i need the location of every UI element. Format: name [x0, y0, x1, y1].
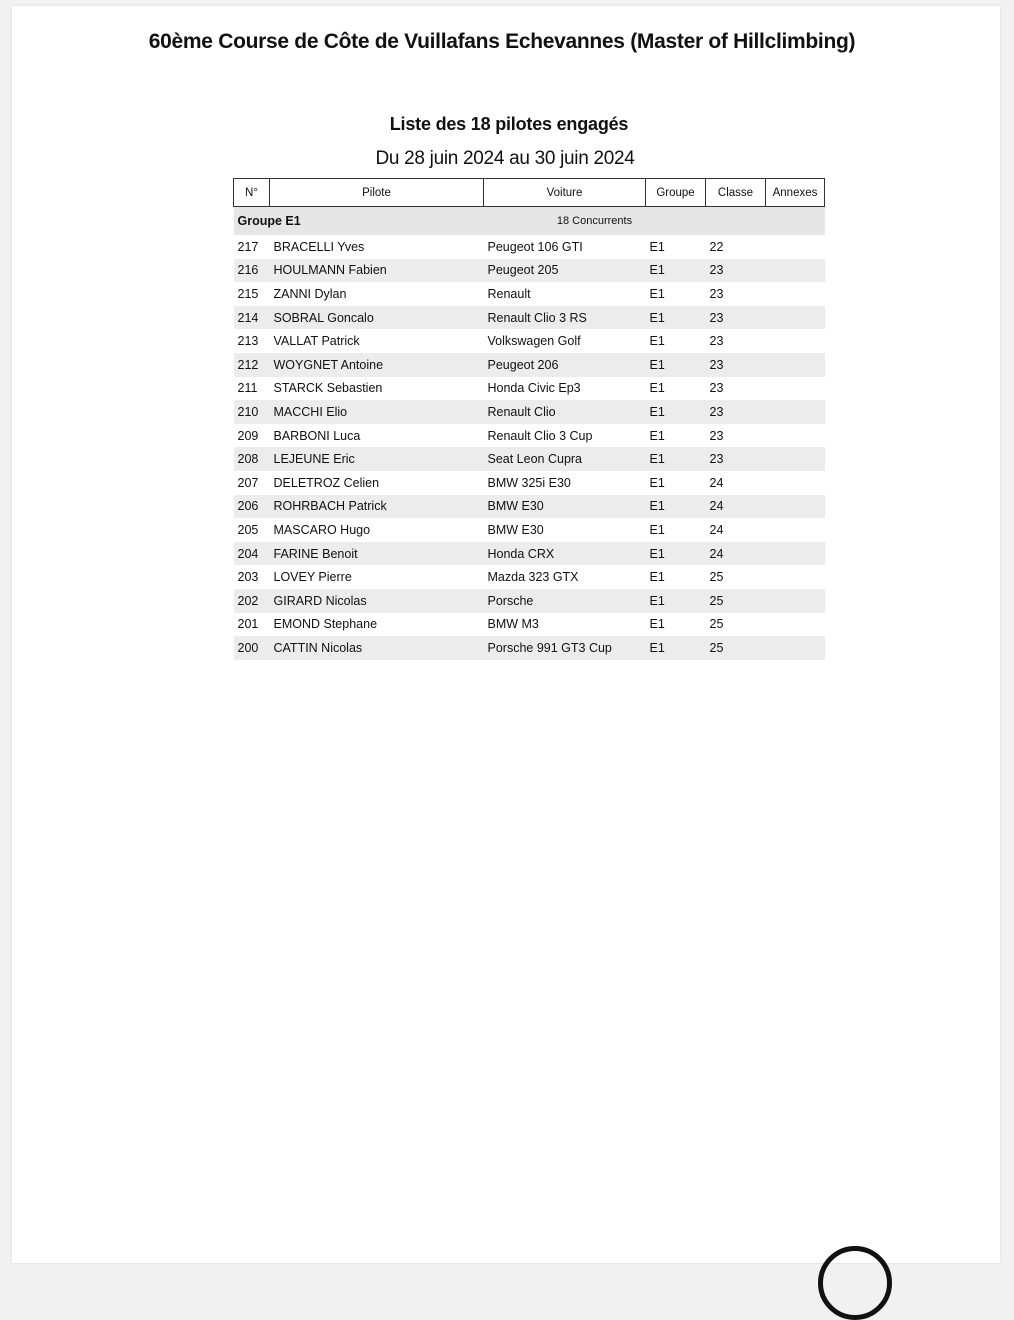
cell-annexes	[766, 377, 825, 401]
cell-annexes	[766, 589, 825, 613]
date-range: Du 28 juin 2024 au 30 juin 2024	[375, 148, 635, 169]
cell-voiture: Renault Clio	[484, 400, 646, 424]
cell-classe: 22	[709, 239, 724, 254]
cell-pilote: CATTIN Nicolas	[270, 636, 484, 660]
cell-pilote: GIRARD Nicolas	[270, 589, 484, 613]
cell-pilote: MACCHI Elio	[270, 400, 484, 424]
cell-pilote: STARCK Sebastien	[273, 381, 383, 396]
cell-num: 209	[237, 428, 259, 443]
cell-annexes	[766, 636, 825, 660]
column-header-groupe: Groupe	[646, 179, 706, 207]
cell-pilote: BRACELLI Yves	[273, 239, 365, 254]
cell-classe: 23	[706, 259, 766, 283]
cell-voiture: Renault	[487, 286, 531, 301]
table-row	[234, 306, 825, 330]
cell-groupe: E1	[649, 286, 665, 301]
cell-num: 217	[237, 239, 259, 254]
column-header-voiture: Voiture	[484, 179, 646, 207]
table-row	[234, 329, 825, 353]
column-header-pilote: Pilote	[270, 179, 484, 207]
cell-num: 212	[234, 353, 270, 377]
cell-num: 204	[234, 542, 270, 566]
column-header-annexes: Annexes	[766, 179, 825, 207]
cell-annexes	[766, 353, 825, 377]
cell-num: 206	[234, 495, 270, 519]
table-row	[234, 613, 825, 637]
cell-voiture: Honda Civic Ep3	[487, 381, 581, 396]
table-row	[234, 235, 825, 259]
cell-voiture: Volkswagen Golf	[487, 334, 581, 349]
cell-classe: 24	[706, 495, 766, 519]
group-header-row	[234, 207, 825, 236]
cell-num: 208	[234, 447, 270, 471]
cell-num: 210	[234, 400, 270, 424]
cell-voiture: Renault Clio 3 RS	[484, 306, 646, 330]
cell-num: 202	[234, 589, 270, 613]
column-header-classe: Classe	[706, 179, 766, 207]
cell-annexes	[766, 447, 825, 471]
column-header-num: N°	[234, 179, 270, 207]
cell-classe: 23	[709, 381, 724, 396]
entry-list-table-container	[233, 178, 824, 660]
table-row	[234, 424, 825, 448]
cell-classe: 25	[709, 570, 724, 585]
cell-num: 214	[234, 306, 270, 330]
cell-classe: 24	[709, 475, 724, 490]
group-row-spacer	[706, 207, 766, 236]
cell-voiture: Mazda 323 GTX	[487, 570, 579, 585]
cell-pilote: DELETROZ Celien	[273, 475, 380, 490]
cell-pilote: LOVEY Pierre	[273, 570, 352, 585]
cell-voiture: Peugeot 106 GTI	[487, 239, 583, 254]
cell-classe: 25	[706, 636, 766, 660]
cell-groupe: E1	[649, 570, 665, 585]
table-row	[234, 495, 825, 519]
cell-pilote: LEJEUNE Eric	[270, 447, 484, 471]
table-header-row	[234, 179, 825, 207]
cell-groupe: E1	[646, 306, 706, 330]
table-row	[234, 636, 825, 660]
cell-voiture: BMW M3	[487, 617, 539, 632]
cell-annexes	[766, 471, 825, 495]
cell-classe: 23	[706, 353, 766, 377]
cell-classe: 23	[709, 286, 724, 301]
cell-classe: 24	[706, 542, 766, 566]
cell-voiture: BMW E30	[487, 522, 544, 537]
cell-voiture: Seat Leon Cupra	[484, 447, 646, 471]
cell-voiture: Peugeot 205	[484, 259, 646, 283]
cell-groupe: E1	[649, 475, 665, 490]
cell-pilote: HOULMANN Fabien	[270, 259, 484, 283]
cell-num: 207	[237, 475, 259, 490]
cell-num: 200	[234, 636, 270, 660]
cell-annexes	[766, 329, 825, 353]
cell-classe: 23	[706, 306, 766, 330]
cell-annexes	[766, 565, 825, 589]
cell-annexes	[766, 259, 825, 283]
cell-pilote: MASCARO Hugo	[273, 522, 371, 537]
cell-classe: 23	[709, 428, 724, 443]
cell-groupe: E1	[646, 259, 706, 283]
cell-annexes	[766, 542, 825, 566]
list-title: Liste des 18 pilotes engagés	[389, 114, 629, 134]
table-row	[234, 471, 825, 495]
cell-voiture: Porsche 991 GT3 Cup	[484, 636, 646, 660]
cell-pilote: EMOND Stephane	[273, 617, 378, 632]
table-row	[234, 565, 825, 589]
cell-groupe: E1	[649, 617, 665, 632]
cell-classe: 25	[709, 617, 724, 632]
cell-voiture: BMW E30	[484, 495, 646, 519]
group-label: Groupe E1	[234, 207, 484, 236]
cell-annexes	[766, 235, 825, 259]
cell-num: 215	[237, 286, 259, 301]
group-count: 18 Concurrents	[484, 207, 706, 236]
cell-groupe: E1	[646, 447, 706, 471]
cell-groupe: E1	[649, 381, 665, 396]
cell-groupe: E1	[649, 428, 665, 443]
table-row	[234, 589, 825, 613]
cell-voiture: BMW 325i E30	[487, 475, 571, 490]
cell-pilote: ROHRBACH Patrick	[270, 495, 484, 519]
cell-groupe: E1	[649, 522, 665, 537]
cell-classe: 23	[709, 334, 724, 349]
cell-pilote: VALLAT Patrick	[273, 334, 360, 349]
table-row	[234, 447, 825, 471]
table-row	[234, 400, 825, 424]
table-row	[234, 542, 825, 566]
table-row	[234, 353, 825, 377]
cell-classe: 23	[706, 400, 766, 424]
table-row	[234, 377, 825, 401]
table-row	[234, 282, 825, 306]
cell-classe: 24	[709, 522, 724, 537]
cell-num: 211	[237, 381, 258, 396]
cell-groupe: E1	[649, 334, 665, 349]
cell-voiture: Honda CRX	[484, 542, 646, 566]
cell-annexes	[766, 400, 825, 424]
cell-voiture: Peugeot 206	[484, 353, 646, 377]
event-title: 60ème Course de Côte de Vuillafans Echevannes (Master of Hillclimbing)	[148, 30, 856, 53]
stamp-circle-icon	[818, 1246, 892, 1320]
cell-groupe: E1	[646, 589, 706, 613]
cell-num: 203	[237, 570, 259, 585]
cell-annexes	[766, 613, 825, 637]
cell-groupe: E1	[646, 495, 706, 519]
table-row	[234, 518, 825, 542]
cell-num: 205	[237, 522, 259, 537]
cell-annexes	[766, 306, 825, 330]
cell-groupe: E1	[646, 542, 706, 566]
cell-annexes	[766, 518, 825, 542]
cell-pilote: WOYGNET Antoine	[270, 353, 484, 377]
cell-groupe: E1	[646, 400, 706, 424]
cell-groupe: E1	[646, 636, 706, 660]
group-row-spacer	[766, 207, 825, 236]
cell-annexes	[766, 495, 825, 519]
cell-pilote: BARBONI Luca	[273, 428, 361, 443]
cell-groupe: E1	[649, 239, 665, 254]
cell-num: 213	[237, 334, 259, 349]
cell-voiture: Renault Clio 3 Cup	[487, 428, 593, 443]
cell-num: 201	[237, 617, 259, 632]
cell-classe: 23	[706, 447, 766, 471]
table-row	[234, 259, 825, 283]
entry-list-table	[233, 178, 825, 660]
cell-pilote: ZANNI Dylan	[273, 286, 347, 301]
cell-pilote: SOBRAL Goncalo	[270, 306, 484, 330]
cell-num: 216	[234, 259, 270, 283]
cell-voiture: Porsche	[484, 589, 646, 613]
cell-classe: 25	[706, 589, 766, 613]
cell-annexes	[766, 424, 825, 448]
cell-groupe: E1	[646, 353, 706, 377]
cell-pilote: FARINE Benoit	[270, 542, 484, 566]
cell-annexes	[766, 282, 825, 306]
